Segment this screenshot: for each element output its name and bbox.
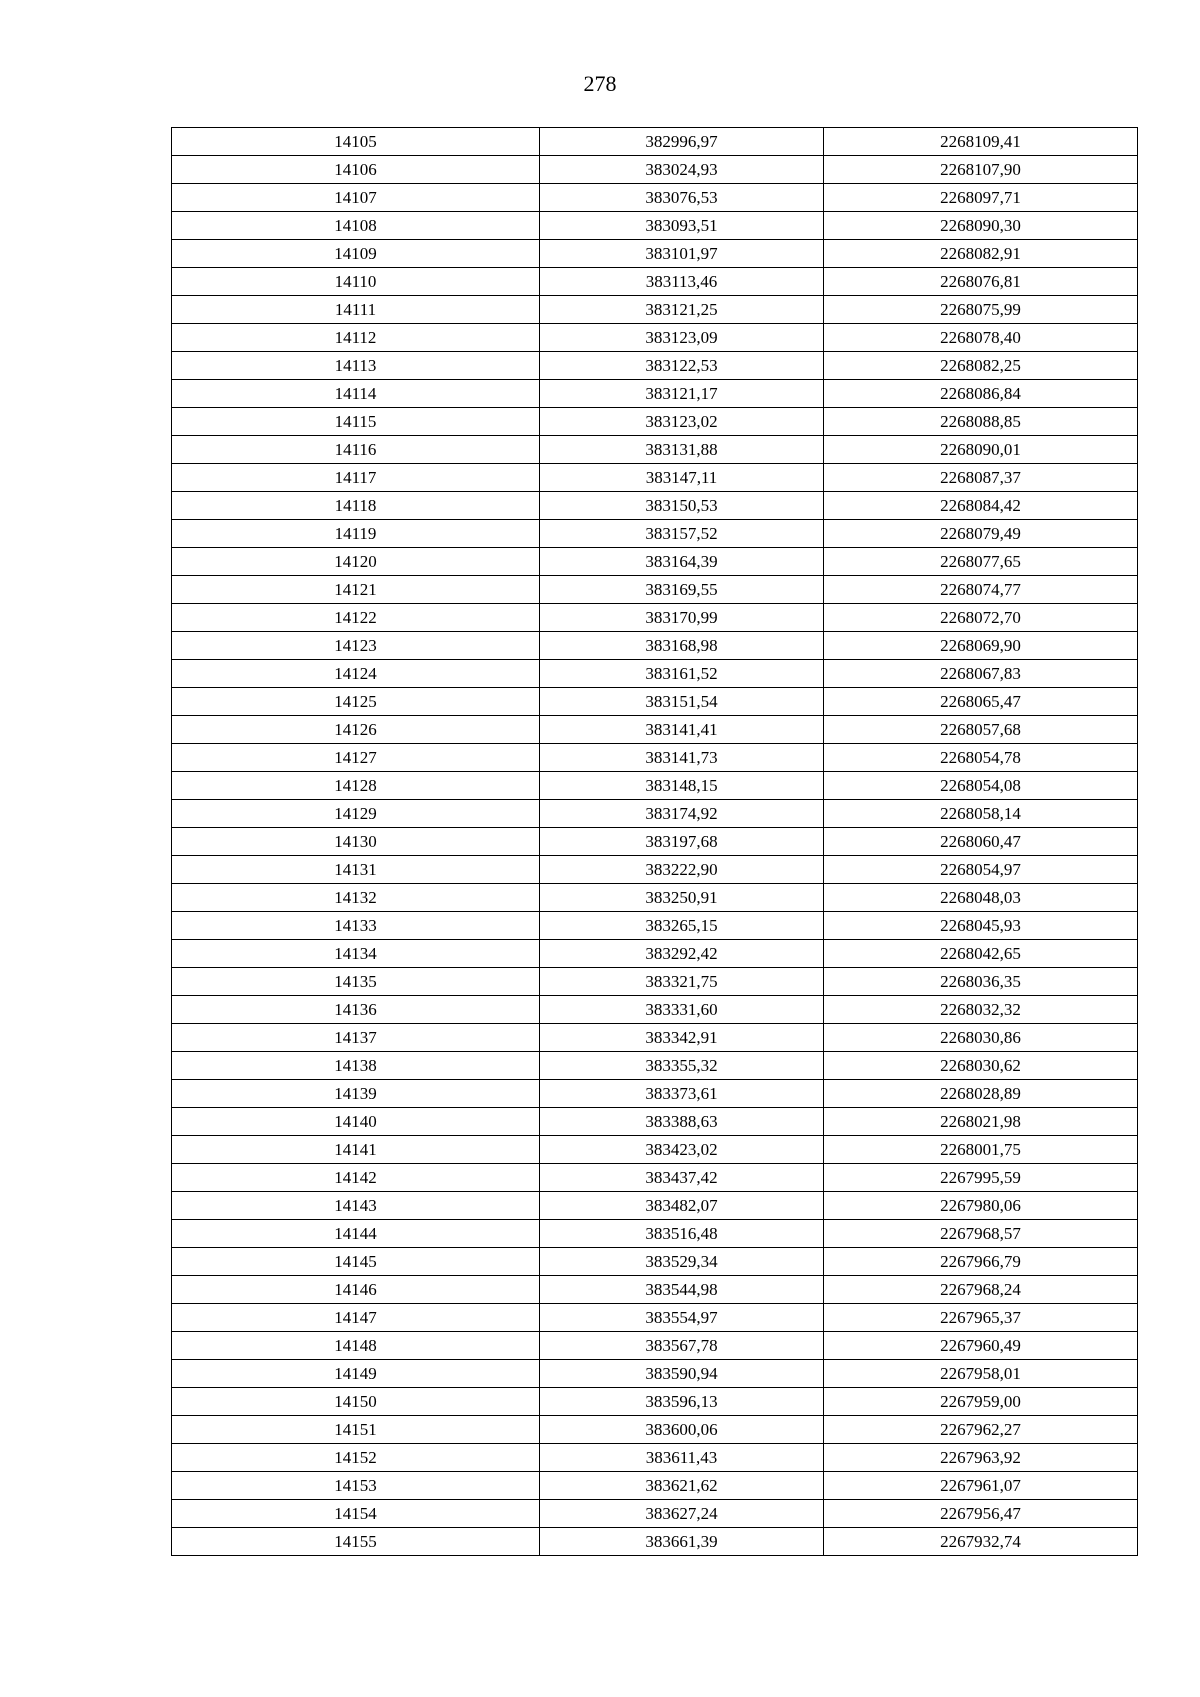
point-number-cell: 14112 <box>172 324 540 352</box>
table-row <box>172 1444 1138 1472</box>
page-number: 278 <box>583 71 617 96</box>
table-row <box>172 1080 1138 1108</box>
x-coordinate-cell: 383123,09 <box>540 324 824 352</box>
point-number-cell: 14114 <box>172 380 540 408</box>
table-row <box>172 436 1138 464</box>
x-coordinate-cell: 383148,15 <box>540 772 824 800</box>
y-coordinate-cell: 2268058,14 <box>824 800 1138 828</box>
x-coordinate-cell: 383596,13 <box>540 1388 824 1416</box>
point-number-cell: 14140 <box>172 1108 540 1136</box>
table-row <box>172 1108 1138 1136</box>
y-coordinate-cell: 2268065,47 <box>824 688 1138 716</box>
y-coordinate-cell: 2268084,42 <box>824 492 1138 520</box>
y-coordinate-cell: 2268021,98 <box>824 1108 1138 1136</box>
y-coordinate-cell: 2267960,49 <box>824 1332 1138 1360</box>
table-row <box>172 352 1138 380</box>
x-coordinate-cell: 383554,97 <box>540 1304 824 1332</box>
table-row <box>172 464 1138 492</box>
x-coordinate-cell: 383164,39 <box>540 548 824 576</box>
x-coordinate-cell: 383482,07 <box>540 1192 824 1220</box>
x-coordinate-cell: 383373,61 <box>540 1080 824 1108</box>
x-coordinate-cell: 383157,52 <box>540 520 824 548</box>
x-coordinate-cell: 383122,53 <box>540 352 824 380</box>
y-coordinate-cell: 2268074,77 <box>824 576 1138 604</box>
x-coordinate-cell: 383174,92 <box>540 800 824 828</box>
y-coordinate-cell: 2267961,07 <box>824 1472 1138 1500</box>
y-coordinate-cell: 2268067,83 <box>824 660 1138 688</box>
x-coordinate-cell: 383331,60 <box>540 996 824 1024</box>
y-coordinate-cell: 2268077,65 <box>824 548 1138 576</box>
table-row <box>172 128 1138 156</box>
table-row <box>172 1416 1138 1444</box>
x-coordinate-cell: 383222,90 <box>540 856 824 884</box>
table-row <box>172 408 1138 436</box>
x-coordinate-cell: 383388,63 <box>540 1108 824 1136</box>
table-row <box>172 856 1138 884</box>
y-coordinate-cell: 2267980,06 <box>824 1192 1138 1220</box>
y-coordinate-cell: 2268078,40 <box>824 324 1138 352</box>
y-coordinate-cell: 2268001,75 <box>824 1136 1138 1164</box>
table-row <box>172 184 1138 212</box>
point-number-cell: 14135 <box>172 968 540 996</box>
y-coordinate-cell: 2268090,30 <box>824 212 1138 240</box>
table-row <box>172 1220 1138 1248</box>
point-number-cell: 14155 <box>172 1528 540 1556</box>
point-number-cell: 14151 <box>172 1416 540 1444</box>
y-coordinate-cell: 2267962,27 <box>824 1416 1138 1444</box>
x-coordinate-cell: 383423,02 <box>540 1136 824 1164</box>
y-coordinate-cell: 2268054,78 <box>824 744 1138 772</box>
point-number-cell: 14149 <box>172 1360 540 1388</box>
x-coordinate-cell: 383544,98 <box>540 1276 824 1304</box>
y-coordinate-cell: 2268072,70 <box>824 604 1138 632</box>
table-row <box>172 156 1138 184</box>
x-coordinate-cell: 383113,46 <box>540 268 824 296</box>
y-coordinate-cell: 2268087,37 <box>824 464 1138 492</box>
point-number-cell: 14139 <box>172 1080 540 1108</box>
table-row <box>172 1360 1138 1388</box>
x-coordinate-cell: 383170,99 <box>540 604 824 632</box>
point-number-cell: 14141 <box>172 1136 540 1164</box>
table-row <box>172 212 1138 240</box>
table-row <box>172 604 1138 632</box>
x-coordinate-cell: 383169,55 <box>540 576 824 604</box>
point-number-cell: 14121 <box>172 576 540 604</box>
y-coordinate-cell: 2268028,89 <box>824 1080 1138 1108</box>
x-coordinate-cell: 383621,62 <box>540 1472 824 1500</box>
x-coordinate-cell: 383611,43 <box>540 1444 824 1472</box>
table-row <box>172 1024 1138 1052</box>
point-number-cell: 14111 <box>172 296 540 324</box>
point-number-cell: 14144 <box>172 1220 540 1248</box>
x-coordinate-cell: 383141,41 <box>540 716 824 744</box>
point-number-cell: 14152 <box>172 1444 540 1472</box>
point-number-cell: 14118 <box>172 492 540 520</box>
point-number-cell: 14119 <box>172 520 540 548</box>
point-number-cell: 14128 <box>172 772 540 800</box>
point-number-cell: 14134 <box>172 940 540 968</box>
table-row <box>172 940 1138 968</box>
point-number-cell: 14120 <box>172 548 540 576</box>
y-coordinate-cell: 2268090,01 <box>824 436 1138 464</box>
y-coordinate-cell: 2267956,47 <box>824 1500 1138 1528</box>
table-row <box>172 268 1138 296</box>
table-row <box>172 492 1138 520</box>
y-coordinate-cell: 2267963,92 <box>824 1444 1138 1472</box>
x-coordinate-cell: 383093,51 <box>540 212 824 240</box>
y-coordinate-cell: 2268030,62 <box>824 1052 1138 1080</box>
table-row <box>172 576 1138 604</box>
x-coordinate-cell: 383529,34 <box>540 1248 824 1276</box>
y-coordinate-cell: 2268097,71 <box>824 184 1138 212</box>
x-coordinate-cell: 383168,98 <box>540 632 824 660</box>
table-row <box>172 660 1138 688</box>
y-coordinate-cell: 2268054,97 <box>824 856 1138 884</box>
point-number-cell: 14133 <box>172 912 540 940</box>
table-row <box>172 1164 1138 1192</box>
point-number-cell: 14125 <box>172 688 540 716</box>
y-coordinate-cell: 2268032,32 <box>824 996 1138 1024</box>
x-coordinate-cell: 383131,88 <box>540 436 824 464</box>
table-row <box>172 1136 1138 1164</box>
point-number-cell: 14138 <box>172 1052 540 1080</box>
point-number-cell: 14130 <box>172 828 540 856</box>
x-coordinate-cell: 383151,54 <box>540 688 824 716</box>
y-coordinate-cell: 2267995,59 <box>824 1164 1138 1192</box>
point-number-cell: 14137 <box>172 1024 540 1052</box>
point-number-cell: 14123 <box>172 632 540 660</box>
point-number-cell: 14110 <box>172 268 540 296</box>
x-coordinate-cell: 383147,11 <box>540 464 824 492</box>
point-number-cell: 14115 <box>172 408 540 436</box>
point-number-cell: 14106 <box>172 156 540 184</box>
y-coordinate-cell: 2268088,85 <box>824 408 1138 436</box>
point-number-cell: 14107 <box>172 184 540 212</box>
table-row <box>172 912 1138 940</box>
x-coordinate-cell: 383024,93 <box>540 156 824 184</box>
y-coordinate-cell: 2268048,03 <box>824 884 1138 912</box>
x-coordinate-cell: 383600,06 <box>540 1416 824 1444</box>
x-coordinate-cell: 383121,17 <box>540 380 824 408</box>
point-number-cell: 14148 <box>172 1332 540 1360</box>
table-row <box>172 296 1138 324</box>
y-coordinate-cell: 2268082,25 <box>824 352 1138 380</box>
point-number-cell: 14109 <box>172 240 540 268</box>
table-row <box>172 1192 1138 1220</box>
x-coordinate-cell: 383250,91 <box>540 884 824 912</box>
y-coordinate-cell: 2267966,79 <box>824 1248 1138 1276</box>
x-coordinate-cell: 383123,02 <box>540 408 824 436</box>
y-coordinate-cell: 2267965,37 <box>824 1304 1138 1332</box>
x-coordinate-cell: 383265,15 <box>540 912 824 940</box>
table-row <box>172 1500 1138 1528</box>
x-coordinate-cell: 383627,24 <box>540 1500 824 1528</box>
y-coordinate-cell: 2267968,24 <box>824 1276 1138 1304</box>
x-coordinate-cell: 383355,32 <box>540 1052 824 1080</box>
x-coordinate-cell: 383076,53 <box>540 184 824 212</box>
point-number-cell: 14108 <box>172 212 540 240</box>
table-row <box>172 324 1138 352</box>
y-coordinate-cell: 2267932,74 <box>824 1528 1138 1556</box>
table-row <box>172 968 1138 996</box>
table-row <box>172 1528 1138 1556</box>
x-coordinate-cell: 383197,68 <box>540 828 824 856</box>
x-coordinate-cell: 383516,48 <box>540 1220 824 1248</box>
table-row <box>172 800 1138 828</box>
point-number-cell: 14122 <box>172 604 540 632</box>
point-number-cell: 14116 <box>172 436 540 464</box>
x-coordinate-cell: 383661,39 <box>540 1528 824 1556</box>
table-row <box>172 1276 1138 1304</box>
table-row <box>172 772 1138 800</box>
table-row <box>172 996 1138 1024</box>
point-number-cell: 14127 <box>172 744 540 772</box>
point-number-cell: 14147 <box>172 1304 540 1332</box>
point-number-cell: 14136 <box>172 996 540 1024</box>
y-coordinate-cell: 2268109,41 <box>824 128 1138 156</box>
y-coordinate-cell: 2268042,65 <box>824 940 1138 968</box>
table-row <box>172 1304 1138 1332</box>
table-row <box>172 1472 1138 1500</box>
point-number-cell: 14126 <box>172 716 540 744</box>
point-number-cell: 14105 <box>172 128 540 156</box>
point-number-cell: 14154 <box>172 1500 540 1528</box>
table-row <box>172 1332 1138 1360</box>
x-coordinate-cell: 383590,94 <box>540 1360 824 1388</box>
y-coordinate-cell: 2268036,35 <box>824 968 1138 996</box>
table-row <box>172 1052 1138 1080</box>
x-coordinate-cell: 383437,42 <box>540 1164 824 1192</box>
point-number-cell: 14150 <box>172 1388 540 1416</box>
point-number-cell: 14131 <box>172 856 540 884</box>
y-coordinate-cell: 2268086,84 <box>824 380 1138 408</box>
point-number-cell: 14142 <box>172 1164 540 1192</box>
table-row <box>172 828 1138 856</box>
y-coordinate-cell: 2268079,49 <box>824 520 1138 548</box>
y-coordinate-cell: 2268030,86 <box>824 1024 1138 1052</box>
point-number-cell: 14113 <box>172 352 540 380</box>
y-coordinate-cell: 2267959,00 <box>824 1388 1138 1416</box>
y-coordinate-cell: 2267958,01 <box>824 1360 1138 1388</box>
table-row <box>172 240 1138 268</box>
table-row <box>172 632 1138 660</box>
x-coordinate-cell: 383121,25 <box>540 296 824 324</box>
y-coordinate-cell: 2268076,81 <box>824 268 1138 296</box>
x-coordinate-cell: 383321,75 <box>540 968 824 996</box>
x-coordinate-cell: 382996,97 <box>540 128 824 156</box>
x-coordinate-cell: 383292,42 <box>540 940 824 968</box>
x-coordinate-cell: 383101,97 <box>540 240 824 268</box>
point-number-cell: 14132 <box>172 884 540 912</box>
table-row <box>172 688 1138 716</box>
x-coordinate-cell: 383567,78 <box>540 1332 824 1360</box>
point-number-cell: 14124 <box>172 660 540 688</box>
table-row <box>172 548 1138 576</box>
table-row <box>172 744 1138 772</box>
y-coordinate-cell: 2267968,57 <box>824 1220 1138 1248</box>
table-row <box>172 884 1138 912</box>
table-row <box>172 1388 1138 1416</box>
x-coordinate-cell: 383342,91 <box>540 1024 824 1052</box>
x-coordinate-cell: 383150,53 <box>540 492 824 520</box>
y-coordinate-cell: 2268045,93 <box>824 912 1138 940</box>
table-row <box>172 380 1138 408</box>
coordinates-table-body <box>172 128 1138 1556</box>
y-coordinate-cell: 2268057,68 <box>824 716 1138 744</box>
point-number-cell: 14145 <box>172 1248 540 1276</box>
point-number-cell: 14129 <box>172 800 540 828</box>
y-coordinate-cell: 2268069,90 <box>824 632 1138 660</box>
y-coordinate-cell: 2268082,91 <box>824 240 1138 268</box>
table-row <box>172 1248 1138 1276</box>
table-row <box>172 716 1138 744</box>
point-number-cell: 14146 <box>172 1276 540 1304</box>
y-coordinate-cell: 2268075,99 <box>824 296 1138 324</box>
point-number-cell: 14117 <box>172 464 540 492</box>
point-number-cell: 14153 <box>172 1472 540 1500</box>
table-row <box>172 520 1138 548</box>
y-coordinate-cell: 2268107,90 <box>824 156 1138 184</box>
y-coordinate-cell: 2268054,08 <box>824 772 1138 800</box>
x-coordinate-cell: 383161,52 <box>540 660 824 688</box>
point-number-cell: 14143 <box>172 1192 540 1220</box>
x-coordinate-cell: 383141,73 <box>540 744 824 772</box>
coordinates-table <box>171 127 1138 1556</box>
y-coordinate-cell: 2268060,47 <box>824 828 1138 856</box>
